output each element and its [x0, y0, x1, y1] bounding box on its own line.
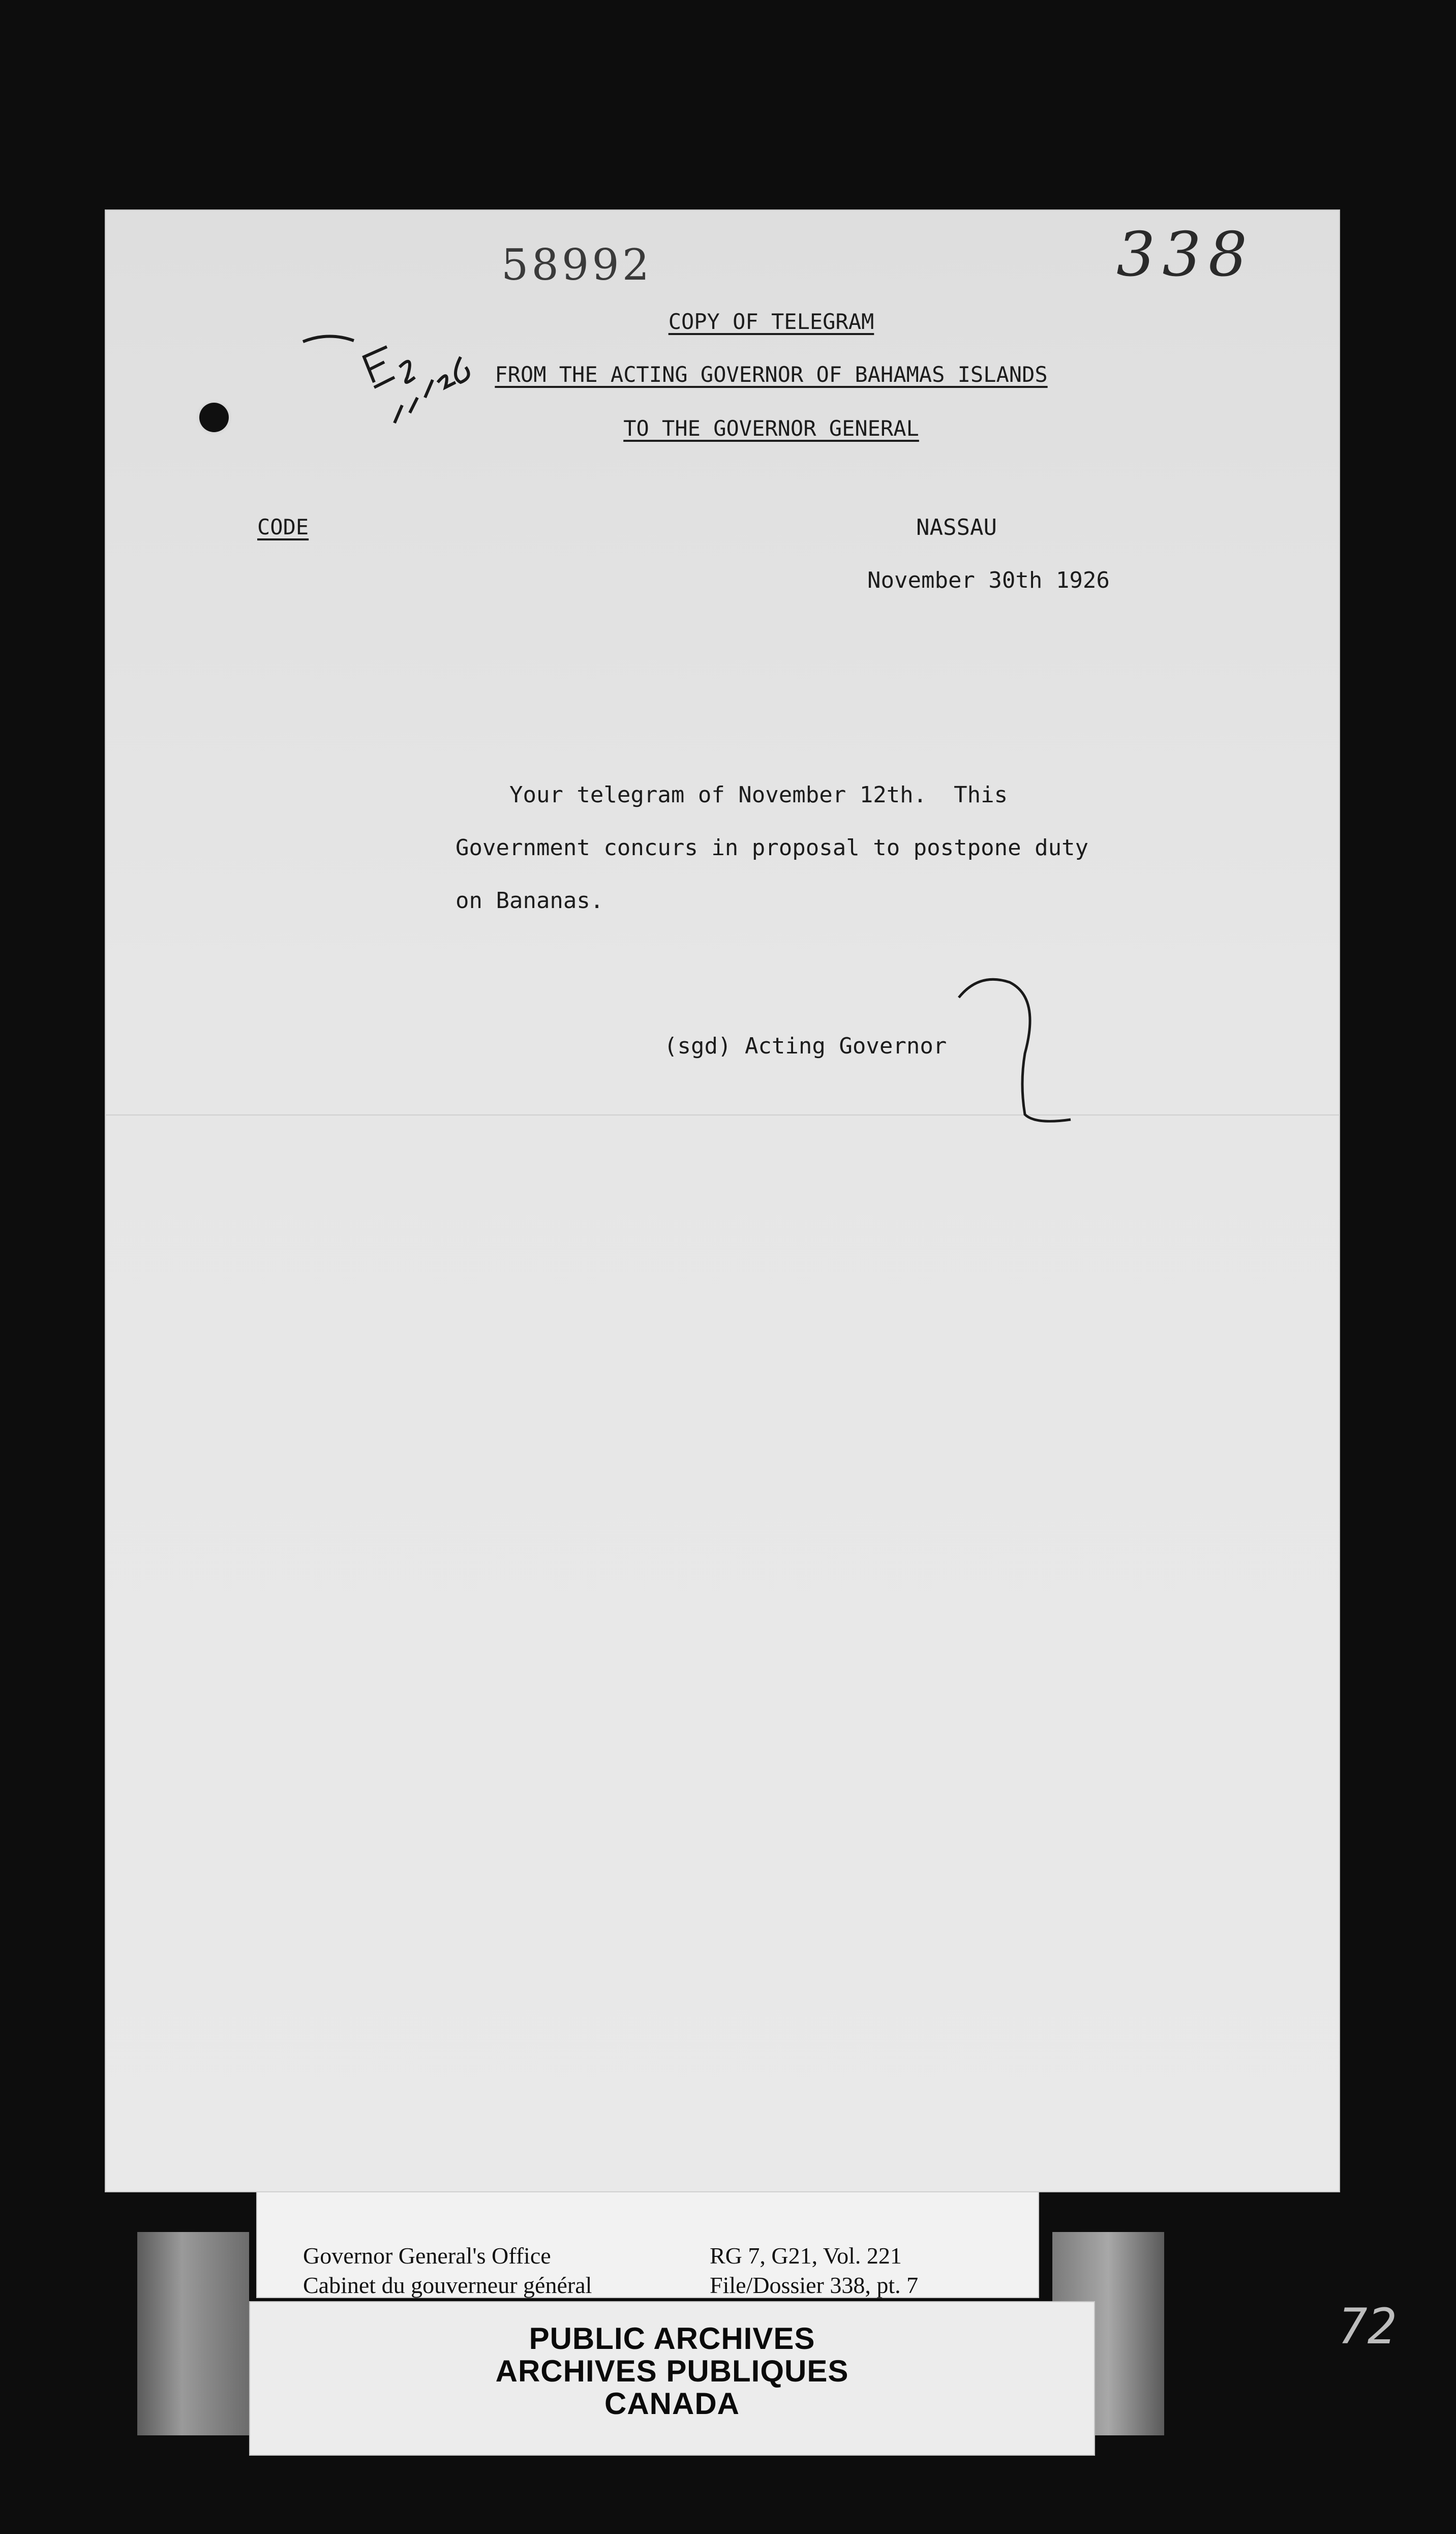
office-en: Governor General's Office: [303, 2243, 551, 2269]
code-label: CODE: [257, 515, 309, 539]
stamp-number: 58992: [501, 240, 653, 290]
heading-from: FROM THE ACTING GOVERNOR OF BAHAMAS ISLANDS: [495, 362, 1048, 387]
file-dossier: File/Dossier 338, pt. 7: [710, 2272, 919, 2298]
frame-number: 72: [1338, 2298, 1397, 2355]
file-reference: [710, 2241, 918, 2300]
body-line: on Bananas.: [456, 888, 604, 914]
signature: (sgd) Acting Governor: [664, 1033, 947, 1059]
body-line: Government concurs in proposal to postpone duty: [456, 835, 1089, 861]
heading-copy-of-telegram: COPY OF TELEGRAM: [668, 309, 874, 334]
archive-reference-label: [256, 2191, 1039, 2298]
film-edge-left: [137, 2232, 249, 2435]
heading-to: TO THE GOVERNOR GENERAL: [623, 416, 919, 441]
record-group: RG 7, G21, Vol. 221: [710, 2243, 902, 2269]
fold-line: [105, 1114, 1340, 1115]
telegram-body: [456, 769, 1228, 927]
archive-line-country: CANADA: [604, 2387, 740, 2421]
office-names: [303, 2241, 592, 2300]
telegram-sheet: [105, 209, 1340, 2192]
signature-flourish: [949, 962, 1081, 1135]
page-number: 338: [1116, 220, 1255, 290]
body-line: Your telegram of November 12th. This: [456, 782, 1008, 808]
archive-line-fr: ARCHIVES PUBLIQUES: [495, 2354, 849, 2388]
archive-line-en: PUBLIC ARCHIVES: [529, 2321, 815, 2356]
date: November 30th 1926: [867, 567, 1110, 593]
place: NASSAU: [916, 515, 997, 540]
office-fr: Cabinet du gouverneur général: [303, 2272, 592, 2298]
public-archives-label: [249, 2301, 1095, 2456]
